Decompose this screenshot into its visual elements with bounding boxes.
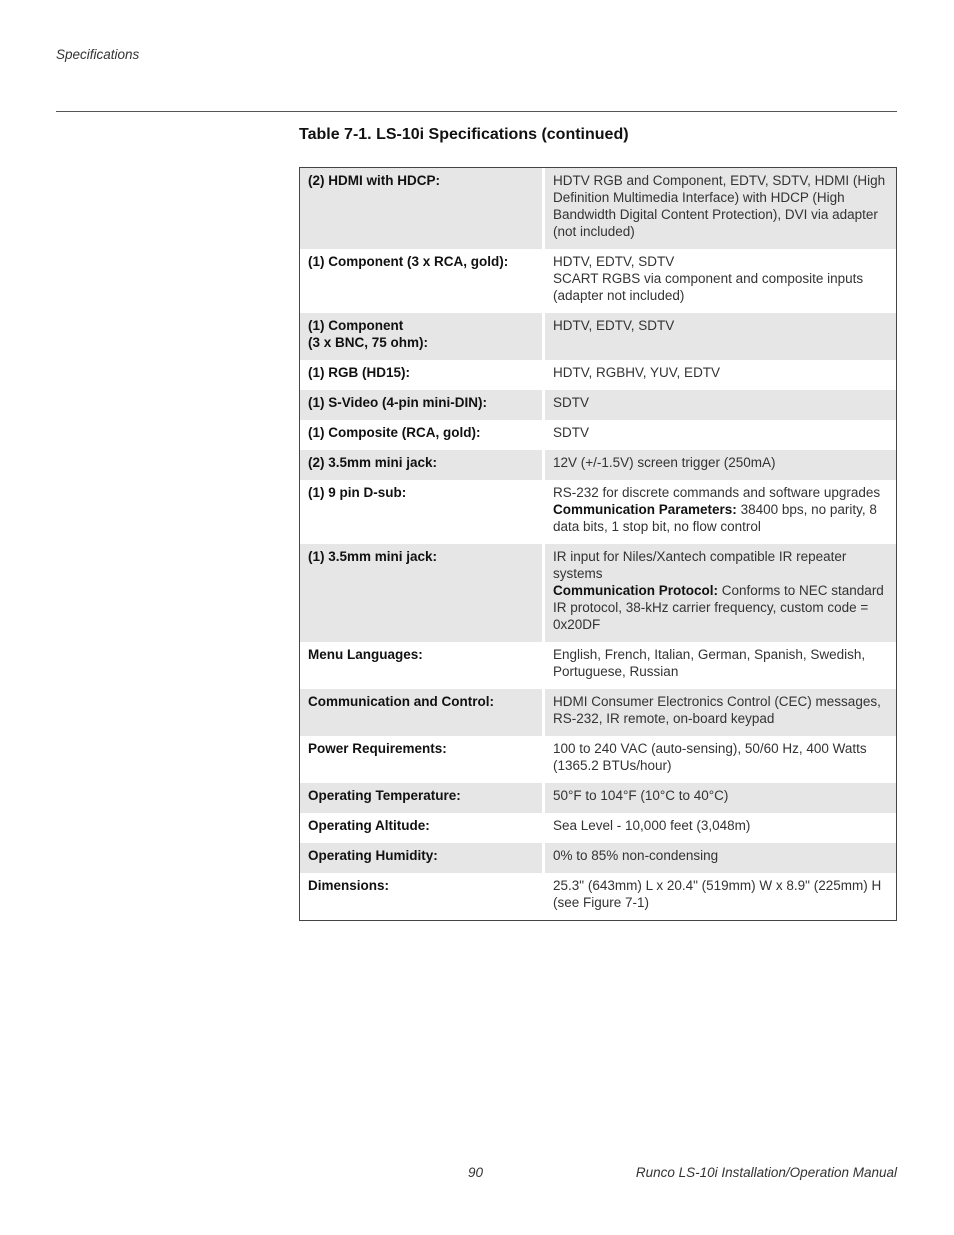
spec-value: SDTV xyxy=(553,425,590,440)
spec-value: 12V (+/-1.5V) screen trigger (250mA) xyxy=(545,450,896,480)
spec-label: Power Requirements: xyxy=(300,736,545,783)
table-row xyxy=(300,813,896,843)
running-head: Specifications xyxy=(56,47,140,62)
table-row xyxy=(300,480,896,544)
spec-label: (1) Composite (RCA, gold): xyxy=(300,420,545,450)
spec-value xyxy=(545,480,896,544)
table-row xyxy=(300,450,896,480)
table-row xyxy=(300,313,896,360)
table-row xyxy=(300,390,896,420)
spec-label: Operating Temperature: xyxy=(300,783,545,813)
manual-title: Runco LS-10i Installation/Operation Manual xyxy=(635,1165,897,1180)
table-row xyxy=(300,736,896,783)
table-row xyxy=(300,873,896,920)
spec-label: (2) 3.5mm mini jack: xyxy=(300,450,545,480)
table-title: Table 7-1. LS-10i Specifications (continued) xyxy=(299,126,629,143)
spec-label-line: (1) Component xyxy=(308,318,404,333)
spec-value: 50°F to 104°F (10°C to 40°C) xyxy=(545,783,896,813)
spec-value: HDTV RGB and Component, EDTV, SDTV, HDMI (High Definition Multimedia Interface) with HDCP (High Bandwidth Digital Content Protection), DVI via adapter (not included) xyxy=(545,168,896,249)
spec-value: HDMI Consumer Electronics Control (CEC) messages, RS-232, IR remote, on-board keypad xyxy=(545,689,896,736)
spec-value: HDTV, RGBHV, YUV, EDTV xyxy=(553,365,721,380)
page-number: 90 xyxy=(468,1165,484,1180)
table-row xyxy=(300,360,896,390)
spec-value: HDTV, EDTV, SDTV xyxy=(545,313,896,360)
table-row xyxy=(300,843,896,873)
table-row xyxy=(300,689,896,736)
spec-value xyxy=(545,544,896,642)
spec-value-param-label: Communication Parameters: xyxy=(553,502,737,517)
spec-label: (1) Component (3 x RCA, gold): xyxy=(300,249,545,313)
table-row xyxy=(300,642,896,689)
spec-value: 0% to 85% non-condensing xyxy=(545,843,896,873)
spec-label: Operating Altitude: xyxy=(300,813,545,843)
table-row xyxy=(300,168,896,249)
spec-value: Sea Level - 10,000 feet (3,048m) xyxy=(553,818,751,833)
spec-value: English, French, Italian, German, Spanish, Swedish, Portuguese, Russian xyxy=(553,647,866,679)
spec-value-protocol-label: Communication Protocol: xyxy=(553,583,718,598)
table-row xyxy=(300,544,896,642)
header-rule xyxy=(56,111,897,112)
spec-label: (1) 9 pin D-sub: xyxy=(300,480,545,544)
spec-label: Operating Humidity: xyxy=(300,843,545,873)
spec-label: (2) HDMI with HDCP: xyxy=(300,168,545,249)
spec-label: Menu Languages: xyxy=(300,642,545,689)
spec-table xyxy=(299,167,897,921)
spec-value xyxy=(545,249,896,313)
table-row xyxy=(300,420,896,450)
spec-value: 25.3" (643mm) L x 20.4" (519mm) W x 8.9" (225mm) H (see Figure 7-1) xyxy=(553,878,882,910)
spec-value-line: RS-232 for discrete commands and software upgrades xyxy=(553,485,881,500)
spec-value-protocol-text: Conforms to NEC standard IR protocol, 38-kHz carrier frequency, custom code = 0x20DF xyxy=(553,583,884,632)
spec-value-line: SCART RGBS via component and composite inputs (adapter not included) xyxy=(553,271,864,303)
spec-value: SDTV xyxy=(545,390,896,420)
spec-label: (1) 3.5mm mini jack: xyxy=(300,544,545,642)
spec-label: Dimensions: xyxy=(300,873,545,920)
spec-label: Communication and Control: xyxy=(300,689,545,736)
table-row xyxy=(300,783,896,813)
spec-label-line: (3 x BNC, 75 ohm): xyxy=(308,335,429,350)
spec-label: (1) S-Video (4-pin mini-DIN): xyxy=(300,390,545,420)
spec-value-line: IR input for Niles/Xantech compatible IR repeater systems xyxy=(553,549,847,581)
table-row xyxy=(300,249,896,313)
spec-value-param-text: 38400 bps, no parity, 8 data bits, 1 stop bit, no flow control xyxy=(553,502,877,534)
spec-value: 100 to 240 VAC (auto-sensing), 50/60 Hz, 400 Watts (1365.2 BTUs/hour) xyxy=(553,741,867,773)
spec-value-line: HDTV, EDTV, SDTV xyxy=(553,254,675,269)
spec-label xyxy=(300,313,545,360)
spec-label: (1) RGB (HD15): xyxy=(300,360,545,390)
